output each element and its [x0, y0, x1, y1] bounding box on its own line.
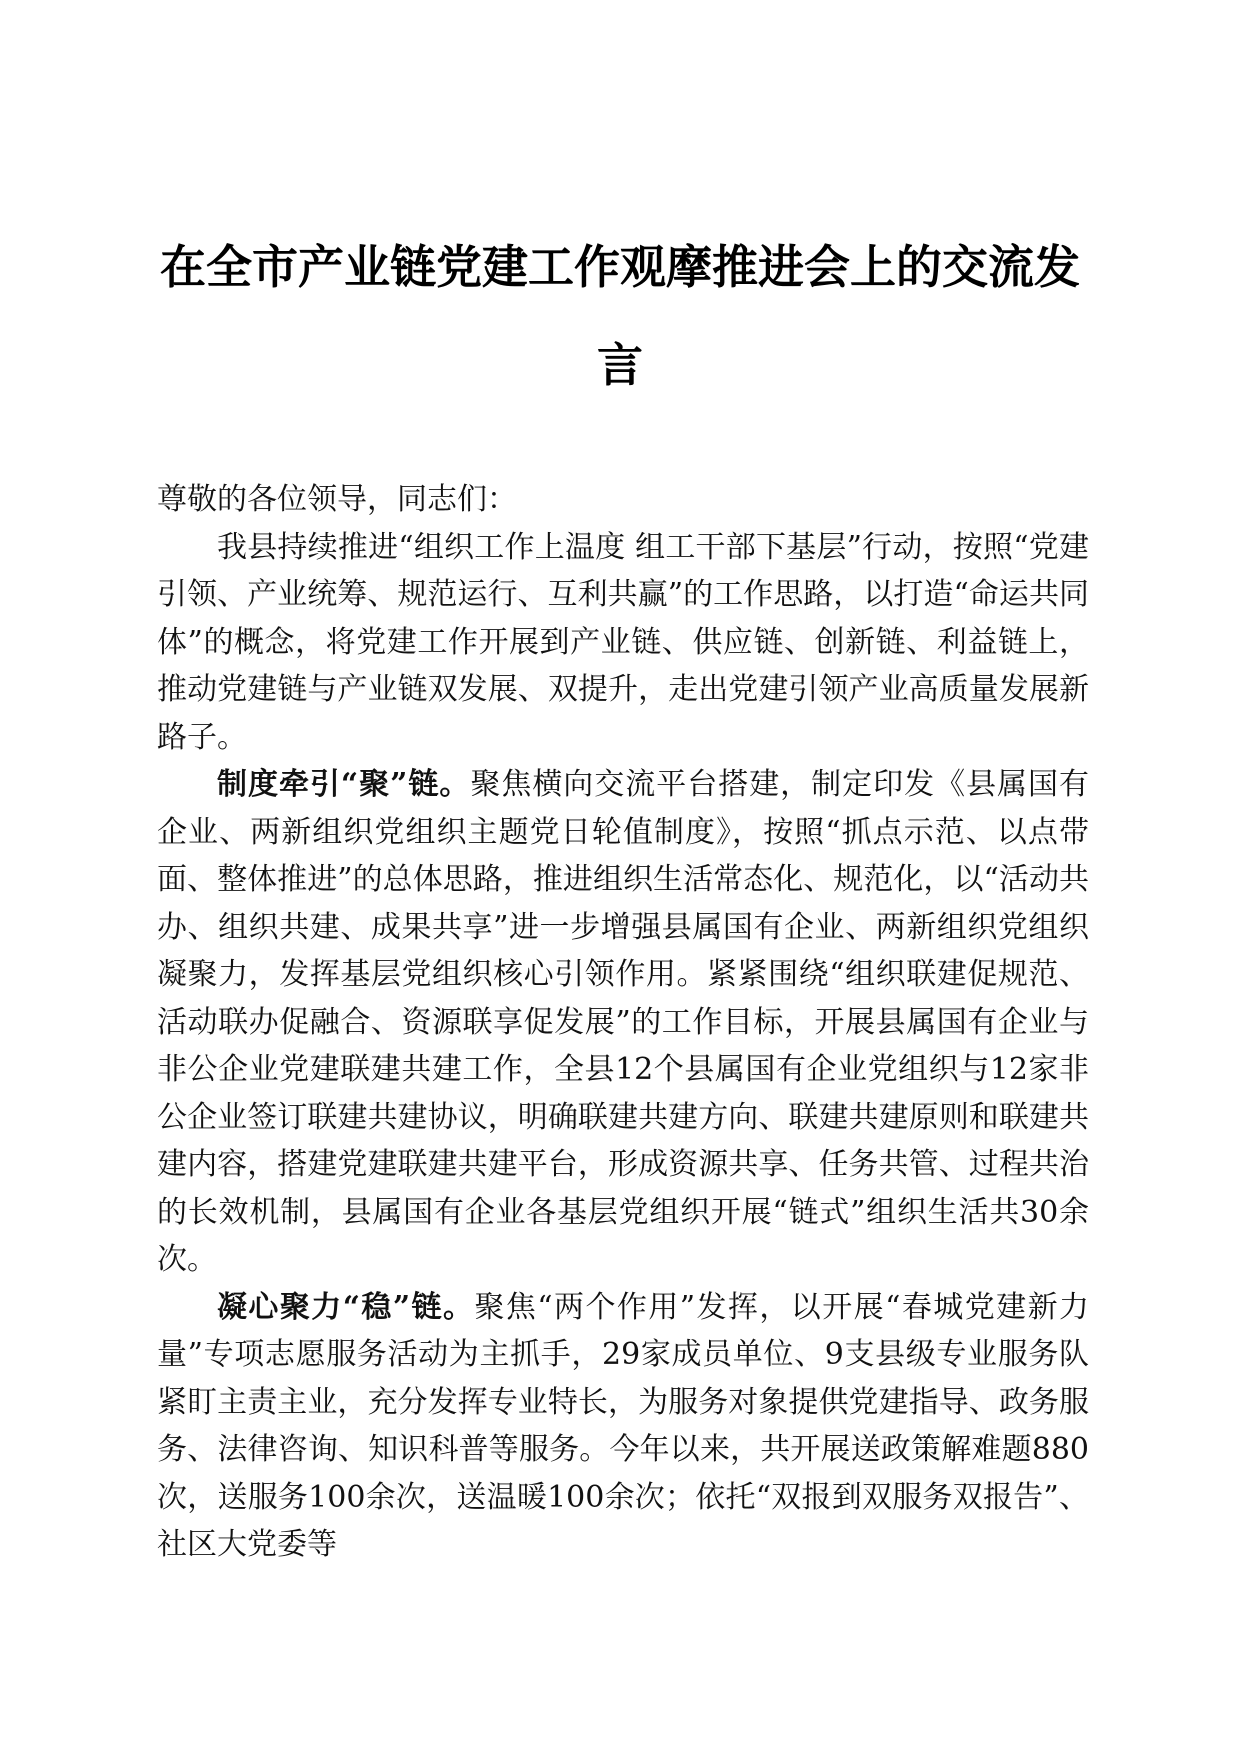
- paragraph-system: [157, 761, 1089, 1284]
- paragraph-intro: [157, 524, 1089, 762]
- paragraph-lead: 制度牵引“聚”链。: [217, 767, 471, 802]
- paragraph-cohesion: [157, 1284, 1089, 1569]
- greeting: 尊敬的各位领导，同志们：: [157, 482, 517, 517]
- document-body: [157, 476, 1089, 1569]
- paragraph-lead: 凝心聚力“稳”链。: [217, 1289, 475, 1325]
- paragraph-text: 我县持续推进“组织工作上温度 组工干部下基层”行动，按照“党建引领、产业统筹、规范运行、互利共赢”的工作思路，以打造“命运共同体”的概念，将党建工作开展到产业链、供应链、创新链、利益链上，推动党建链与产业链双发展、双提升，走出党建引领产业高质量发展新路子。: [157, 529, 1089, 755]
- paragraph-text: 聚焦“两个作用”发挥，以开展“春城党建新力量”专项志愿服务活动为主抓手，29家成员单位、9支县级专业服务队紧盯主责主业，充分发挥专业特长，为服务对象提供党建指导、政务服务、法律咨询、知识科普等服务。今年以来，共开展送政策解难题880次，送服务100余次，送温暖100余次；依托“双报到双服务双报告”、社区大党委等: [157, 1289, 1090, 1562]
- paragraph-text: 聚焦横向交流平台搭建，制定印发《县属国有企业、两新组织党组织主题党日轮值制度》，按照“抓点示范、以点带面、整体推进”的总体思路，推进组织生活常态化、规范化，以“活动共办、组织共建、成果共享”进一步增强县属国有企业、两新组织党组织凝聚力，发挥基层党组织核心引领作用。紧紧围绕“组织联建促规范、活动联办促融合、资源联享促发展”的工作目标，开展县属国有企业与非公企业党建联建共建工作，全县12个县属国有企业党组织与12家非公企业签订联建共建协议，明确联建共建方向、联建共建原则和联建共建内容，搭建党建联建共建平台，形成资源共享、任务共管、过程共治的长效机制，县属国有企业各基层党组织开展“链式”组织生活共30余次。: [157, 767, 1090, 1277]
- document-title: 在全市产业链党建工作观摩推进会上的交流发言: [160, 240, 1080, 392]
